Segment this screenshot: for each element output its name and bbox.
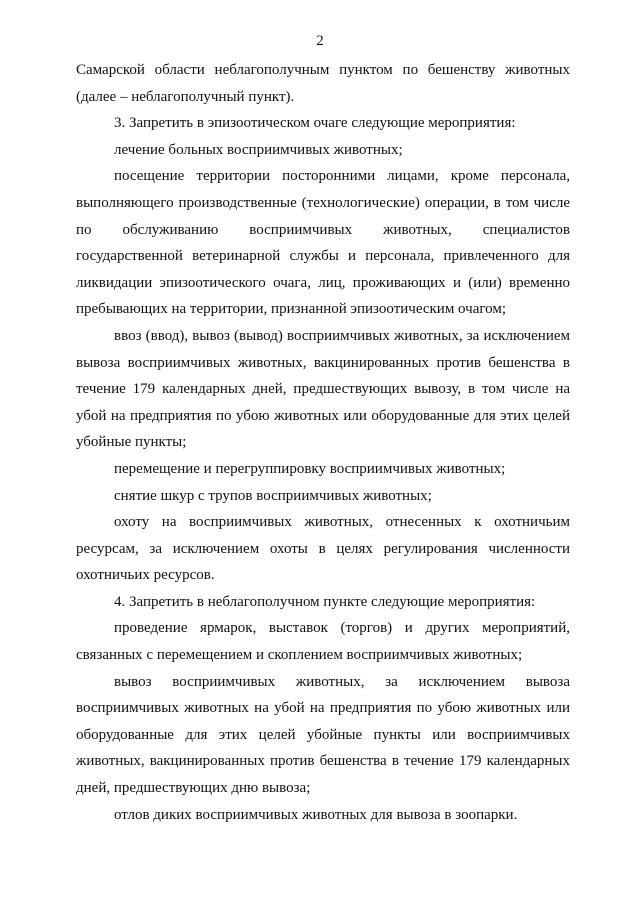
page-number: 2 [316, 33, 324, 49]
paragraph-item-3-heading: 3. Запретить в эпизоотическом очаге следующие мероприятия: [114, 115, 516, 132]
paragraph-skinning: снятие шкур с трупов восприимчивых животных; [114, 487, 432, 504]
paragraph-capture: отлов диких восприимчивых животных для вывоза в зоопарки. [114, 806, 518, 823]
paragraph-item-4-heading: 4. Запретить в неблагополучном пункте следующие мероприятия: [114, 593, 536, 610]
paragraph-hunting: охоту на восприимчивых животных, отнесенных к охотничьим ресурсам, за исключением охоты в целях регулирования численности охотничьих ресурсов. [76, 514, 570, 584]
document-body [76, 57, 570, 828]
paragraph-import-export: ввоз (ввод), вывоз (вывод) восприимчивых животных, за исключением вывоза восприимчивых животных, вакцинированных против бешенства в течение 179 календарных дней, предшествующих вывозу, в том числе на убой на предприятия по убою животных или оборудованные для этих целей убойные пункты; [76, 327, 570, 451]
paragraph-continuation: Самарской области неблагополучным пунктом по бешенству животных (далее – неблагополучный пункт). [76, 62, 570, 105]
paragraph-regrouping: перемещение и перегруппировку восприимчивых животных; [114, 460, 506, 477]
paragraph-fairs: проведение ярмарок, выставок (торгов) и других мероприятий, связанных с перемещением и скоплением восприимчивых животных; [76, 620, 570, 664]
paragraph-treatment: лечение больных восприимчивых животных; [114, 141, 403, 158]
paragraph-visits: посещение территории посторонними лицами, кроме персонала, выполняющего производственные (технологические) операции, в том числе по обслуживанию восприимчивых животных, специалистов государственной ветеринарной службы и персонала, привлеченного для ликвидации эпизоотического очага, лиц, проживающих и (или) временно пребывающих на территории, признанной эпизоотическим очагом; [76, 168, 570, 318]
paragraph-export: вывоз восприимчивых животных, за исключением вывоза восприимчивых животных на убой на предприятия по убою животных или оборудованные для этих целей убойные пункты или восприимчивых животных, вакцинированных против бешенства в течение 179 календарных дней, предшествующих дню вывоза; [76, 673, 570, 797]
